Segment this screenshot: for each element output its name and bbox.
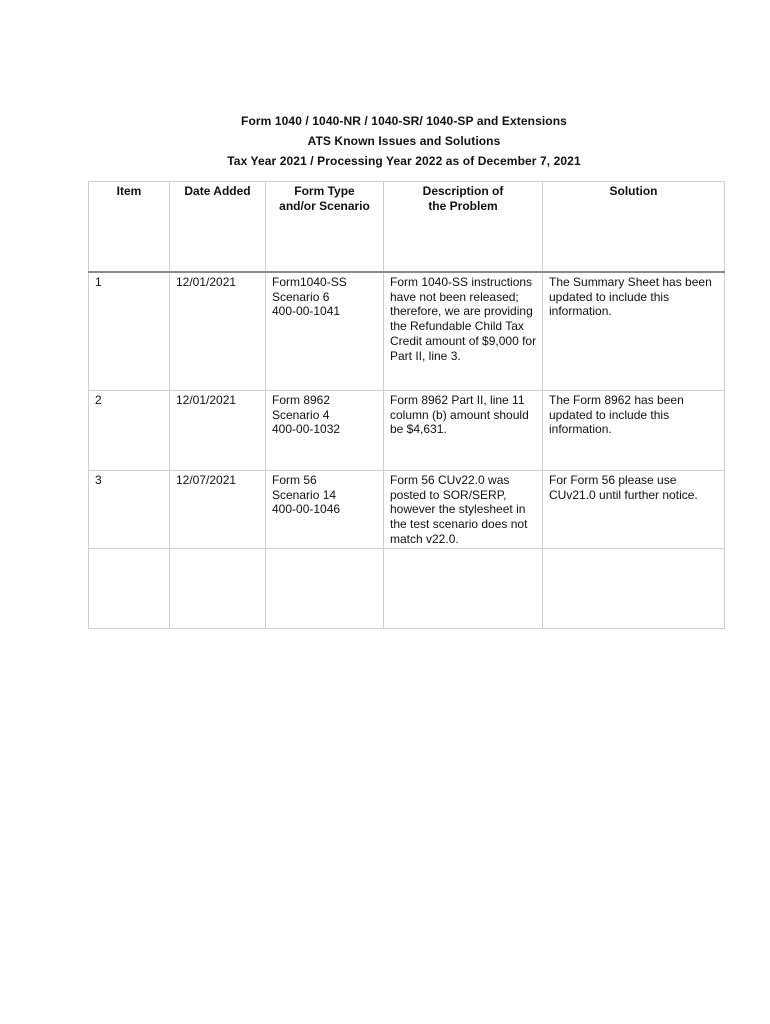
- cell-item: 3: [89, 471, 170, 549]
- table-row-empty: [89, 549, 725, 629]
- header-description: Description of the Problem: [384, 182, 543, 273]
- header-solution: Solution: [543, 182, 725, 273]
- cell-form-type: Form 56 Scenario 14 400-00-1046: [266, 471, 384, 549]
- cell-description: Form 8962 Part II, line 11 column (b) amount should be $4,631.: [384, 391, 543, 471]
- cell-date-added: 12/07/2021: [170, 471, 266, 549]
- table-row: [89, 272, 725, 391]
- cell-description: Form 1040-SS instructions have not been released; therefore, we are providing the Refundable Child Tax Credit amount of $9,000 for Part II, line 3.: [384, 272, 543, 391]
- cell-description: Form 56 CUv22.0 was posted to SOR/SERP, however the stylesheet in the test scenario does not match v22.0.: [384, 471, 543, 549]
- cell-solution: The Summary Sheet has been updated to include this information.: [543, 272, 725, 391]
- title-line-tax-year: Tax Year 2021 / Processing Year 2022 as of December 7, 2021: [227, 154, 581, 168]
- header-form-type: Form Type and/or Scenario: [266, 182, 384, 273]
- title-line-known-issues: ATS Known Issues and Solutions: [307, 134, 501, 148]
- cell-solution: The Form 8962 has been updated to include this information.: [543, 391, 725, 471]
- table-row: [89, 391, 725, 471]
- table-header-row: [89, 182, 725, 273]
- cell-form-type: Form 8962 Scenario 4 400-00-1032: [266, 391, 384, 471]
- header-date-added: Date Added: [170, 182, 266, 273]
- document-title: [0, 111, 770, 171]
- cell-date-added: 12/01/2021: [170, 391, 266, 471]
- cell-form-type: [266, 549, 384, 629]
- cell-description: [384, 549, 543, 629]
- cell-item: 1: [89, 272, 170, 391]
- cell-item: [89, 549, 170, 629]
- cell-date-added: [170, 549, 266, 629]
- cell-solution: For Form 56 please use CUv21.0 until further notice.: [543, 471, 725, 549]
- header-item: Item: [89, 182, 170, 273]
- cell-date-added: 12/01/2021: [170, 272, 266, 391]
- cell-item: 2: [89, 391, 170, 471]
- cell-form-type: Form1040-SS Scenario 6 400-00-1041: [266, 272, 384, 391]
- title-line-form-list: Form 1040 / 1040-NR / 1040-SR/ 1040-SP and Extensions: [241, 114, 567, 128]
- cell-solution: [543, 549, 725, 629]
- known-issues-table: [88, 181, 725, 629]
- table-row: [89, 471, 725, 549]
